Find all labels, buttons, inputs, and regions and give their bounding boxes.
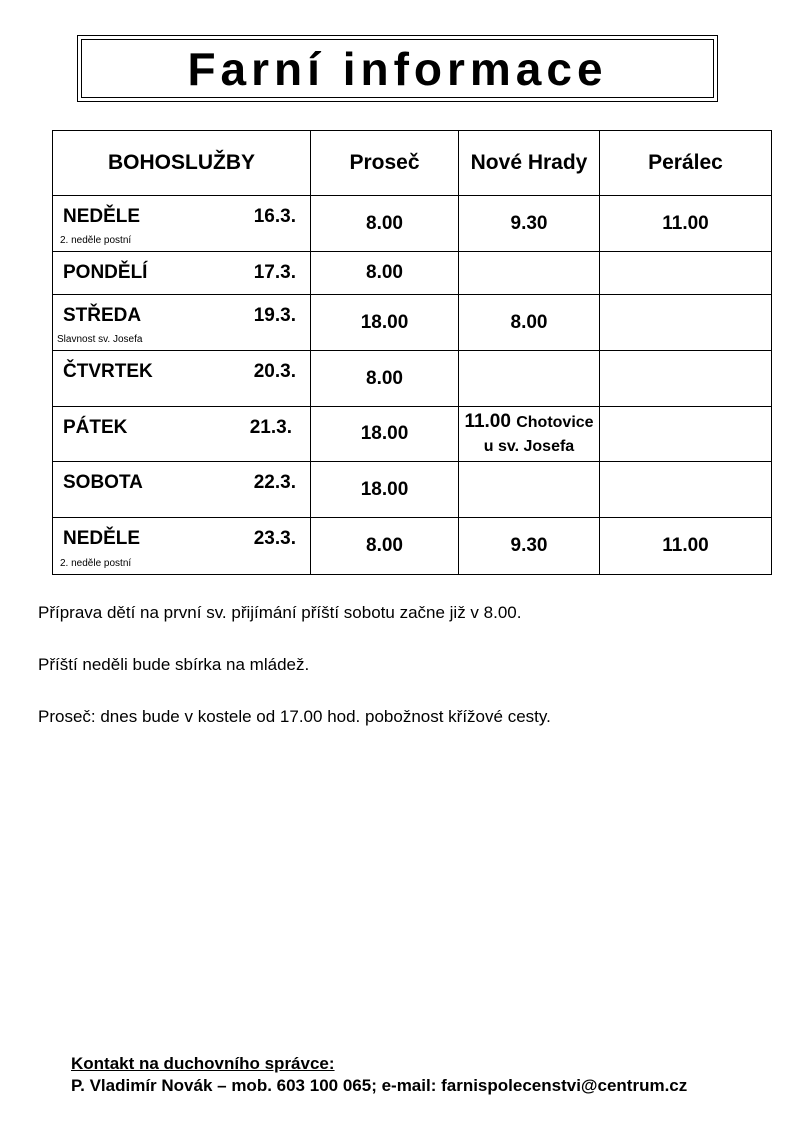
day-cell [53, 462, 311, 518]
day-note: 2. neděle postní [60, 235, 132, 246]
prosec-time: 8.00 [311, 196, 459, 252]
day-note: Slavnost sv. Josefa [57, 334, 143, 345]
peralec-time [600, 351, 772, 407]
day-name: NEDĚLE [63, 206, 141, 227]
nove-hrady-time-value: 11.00 [464, 411, 511, 432]
nove-hrady-time [459, 351, 600, 407]
prosec-time: 8.00 [311, 518, 459, 575]
prosec-time: 18.00 [311, 462, 459, 518]
day-name: SOBOTA [63, 472, 143, 493]
header-services: BOHOSLUŽBY [53, 131, 311, 196]
peralec-time: 11.00 [600, 196, 772, 252]
nove-hrady-time: 8.00 [459, 295, 600, 351]
peralec-time: 11.00 [600, 518, 772, 575]
peralec-time [600, 462, 772, 518]
peralec-time [600, 252, 772, 295]
day-name: ČTVRTEK [63, 361, 153, 382]
notice-first-communion: Příprava dětí na první sv. přijímání příští sobotu začne již v 8.00. [38, 603, 522, 622]
nove-hrady-time: 9.30 [459, 196, 600, 252]
notice-stations-of-cross: Proseč: dnes bude v kostele od 17.00 hod. pobožnost křížové cesty. [38, 707, 551, 726]
day-cell [53, 518, 311, 575]
table-row [53, 407, 772, 462]
contact-heading: Kontakt na duchovního správce: [71, 1054, 335, 1073]
table-row [53, 295, 772, 351]
prosec-time: 18.00 [311, 295, 459, 351]
peralec-time [600, 295, 772, 351]
day-date: 21.3. [249, 417, 292, 438]
prosec-time: 18.00 [311, 407, 459, 462]
table-row [53, 196, 772, 252]
nove-hrady-time: 9.30 [459, 518, 600, 575]
table-row [53, 462, 772, 518]
header-peralec: Perálec [600, 131, 772, 196]
table-row [53, 518, 772, 575]
nove-hrady-place-line2: u sv. Josefa [483, 438, 575, 455]
peralec-time [600, 407, 772, 462]
day-cell [53, 351, 311, 407]
day-name: STŘEDA [63, 305, 142, 326]
prosec-time: 8.00 [311, 351, 459, 407]
notice-collection: Příští neděli bude sbírka na mládež. [38, 655, 310, 674]
day-date: 17.3. [253, 262, 296, 283]
day-cell [53, 407, 311, 462]
schedule-table [52, 130, 772, 575]
page-title: Farní informace [187, 42, 608, 95]
day-date: 23.3. [253, 528, 296, 549]
nove-hrady-time [459, 462, 600, 518]
contact-line: P. Vladimír Novák – mob. 603 100 065; e-mail: farnispolecenstvi@centrum.cz [71, 1076, 688, 1095]
table-header-row [53, 131, 772, 196]
contact-block [71, 1053, 687, 1097]
prosec-time: 8.00 [311, 252, 459, 295]
nove-hrady-time [459, 252, 600, 295]
day-name: PÁTEK [63, 417, 128, 438]
header-prosec: Proseč [311, 131, 459, 196]
day-name: NEDĚLE [63, 528, 141, 549]
day-note: 2. neděle postní [60, 558, 132, 569]
day-cell [53, 196, 311, 252]
table-row [53, 351, 772, 407]
table-row [53, 252, 772, 295]
nove-hrady-time [459, 407, 600, 462]
title-frame [81, 39, 714, 98]
header-nove-hrady: Nové Hrady [459, 131, 600, 196]
day-name: PONDĚLÍ [63, 262, 148, 283]
day-date: 16.3. [253, 206, 296, 227]
day-date: 22.3. [253, 472, 296, 493]
day-cell [53, 252, 311, 295]
nove-hrady-place: Chotovice [516, 414, 594, 431]
day-date: 20.3. [253, 361, 296, 382]
title-box [77, 35, 718, 102]
day-cell [53, 295, 311, 351]
day-date: 19.3. [253, 305, 296, 326]
